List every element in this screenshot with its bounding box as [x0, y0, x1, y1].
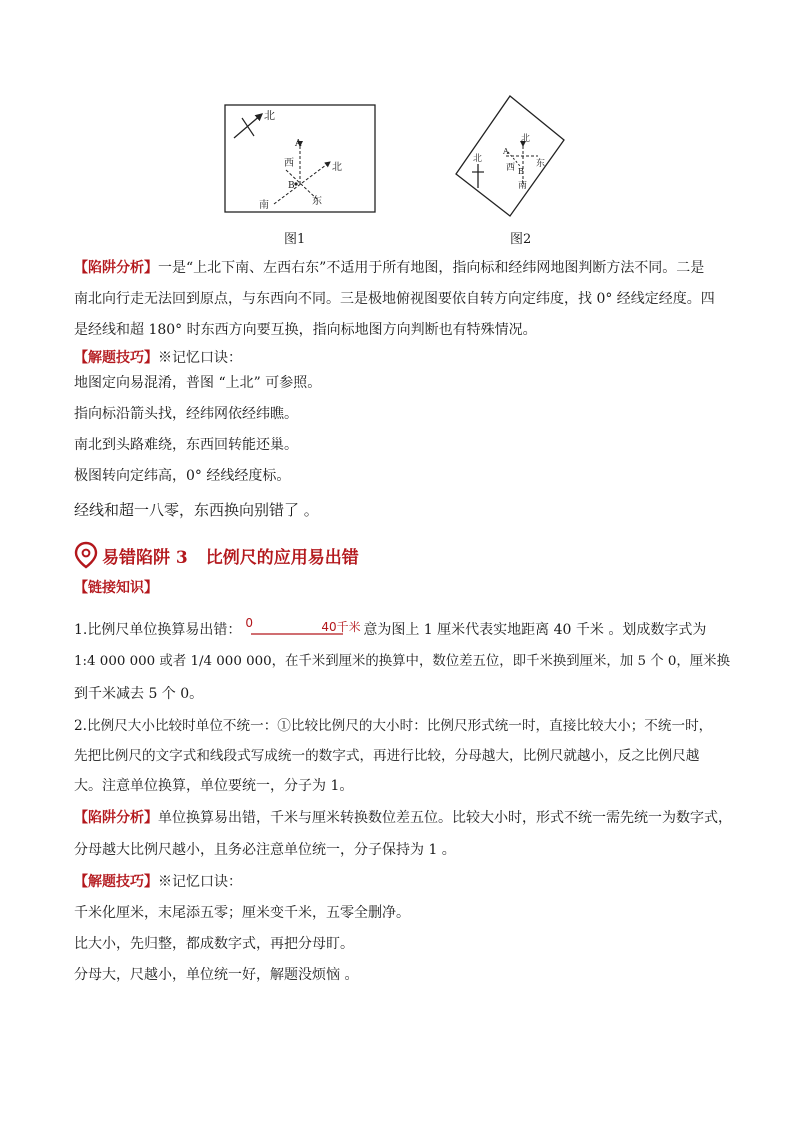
trap2-analysis-line-3: 是经线和超 180° 时东西方向要互换，指向标地图方向判断也有特殊情况。 [74, 322, 537, 338]
item2-line-3: 大。注意单位换算，单位要统一，分子为 1。 [74, 778, 354, 794]
dir-south-label: 南 [518, 181, 528, 191]
figure-1-caption: 图1 [284, 232, 306, 247]
dir-north-label: 北 [521, 134, 531, 144]
trap3-tip-heading [74, 872, 242, 892]
item2-line-1: 2.比例尺大小比较时单位不统一：①比较比例尺的大小时：比例尺形式统一时，直接比较大小；不统一时， [74, 718, 713, 734]
figure-2-map [452, 94, 568, 218]
item1-line-1 [74, 616, 707, 640]
trap3-tip-line: 分母大，尺越小，单位统一好，解题没烦恼 。 [74, 967, 359, 983]
tip-intro: ※记忆口诀： [158, 874, 242, 890]
trap2-analysis-line-2: 南北向行走无法回到原点，与东西向不同。三是极地俯视图要依自转方向定纬度，找 0° 经线定经度。四 [74, 291, 715, 307]
section-heading-trap3 [74, 540, 377, 570]
figure-2 [452, 94, 568, 218]
tip-intro: ※记忆口诀： [158, 350, 242, 366]
trap2-tip-line: 南北到头路难绕，东西回转能还巢。 [74, 437, 298, 453]
point-a-label: A [295, 139, 302, 149]
analysis-label: 【陷阱分析】 [74, 260, 158, 276]
point-a-label: A [503, 147, 509, 156]
north-arrow-label: 北 [264, 109, 275, 122]
trap2-tip-line: 地图定向易混淆，普图 “上北” 可参照。 [74, 375, 322, 391]
item1-line-2: 1:4 000 000 或者 1/4 000 000，在千米到厘米的换算中，数位差五位，即千米换到厘米，加 5 个 0，厘米换 [74, 654, 730, 669]
trap3-tip-line: 比大小，先归整，都成数字式，再把分母盯。 [74, 936, 354, 952]
scale-zero-label: 0 [245, 616, 253, 630]
dir-south-label: 南 [259, 200, 269, 211]
analysis-text: 一是“上北下南、左西右东”不适用于所有地图，指向标和经纬网地图判断方法不同。二是 [158, 260, 705, 276]
scale-end-label: 40千米 [321, 620, 361, 634]
dir-west-label: 西 [506, 163, 516, 173]
figure-2-caption: 图2 [510, 232, 532, 247]
point-b-label: B [518, 167, 524, 176]
dir-west-label: 西 [284, 158, 294, 169]
trap3-analysis-line-2: 分母越大比例尺越小，且务必注意单位统一，分子保持为 1 。 [74, 842, 456, 858]
trap2-tip-line: 经线和超一八零，东西换向别错了 。 [74, 501, 319, 519]
dir-east-label: 东 [536, 159, 546, 169]
north-arrow-label: 北 [473, 154, 483, 164]
figure-1-map [224, 104, 376, 214]
line-scale-bar [245, 616, 361, 639]
analysis-label: 【陷阱分析】 [74, 810, 158, 826]
trap2-tip-line: 指向标沿箭头找，经纬网依经纬瞧。 [74, 406, 298, 422]
dir-north-label: 北 [332, 162, 342, 173]
section-number: 易错陷阱 3 [102, 547, 188, 568]
trap2-tip-line: 极图转向定纬高，0° 经线经度标。 [74, 468, 291, 484]
location-pin-icon [74, 541, 98, 569]
trap3-tip-line: 千米化厘米，末尾添五零；厘米变千米，五零全删净。 [74, 905, 410, 921]
section-title: 比例尺的应用易出错 [205, 547, 359, 568]
trap3-analysis-line-1 [74, 808, 732, 828]
analysis-text: 单位换算易出错，千米与厘米转换数位差五位。比较大小时，形式不统一需先统一为数字式， [158, 810, 732, 826]
item1-suffix: 意为图上 1 厘米代表实地距离 40 千米 。划成数字式为 [363, 622, 707, 638]
item2-line-2: 先把比例尺的文字式和线段式写成统一的数字式，再进行比较，分母越大，比例尺就越小，反之比例尺越 [74, 748, 700, 764]
dir-east-label: 东 [312, 196, 322, 207]
item1-prefix: 1.比例尺单位换算易出错： [74, 622, 242, 638]
link-knowledge-label: 【链接知识】 [74, 580, 158, 596]
tip-label: 【解题技巧】 [74, 874, 158, 890]
point-b-label: B [288, 181, 295, 191]
item1-line-3: 到千米减去 5 个 0。 [74, 686, 204, 702]
figure-1 [224, 104, 376, 214]
trap2-tip-heading [74, 348, 242, 368]
tip-label: 【解题技巧】 [74, 350, 158, 366]
trap2-analysis-line-1 [74, 258, 704, 278]
